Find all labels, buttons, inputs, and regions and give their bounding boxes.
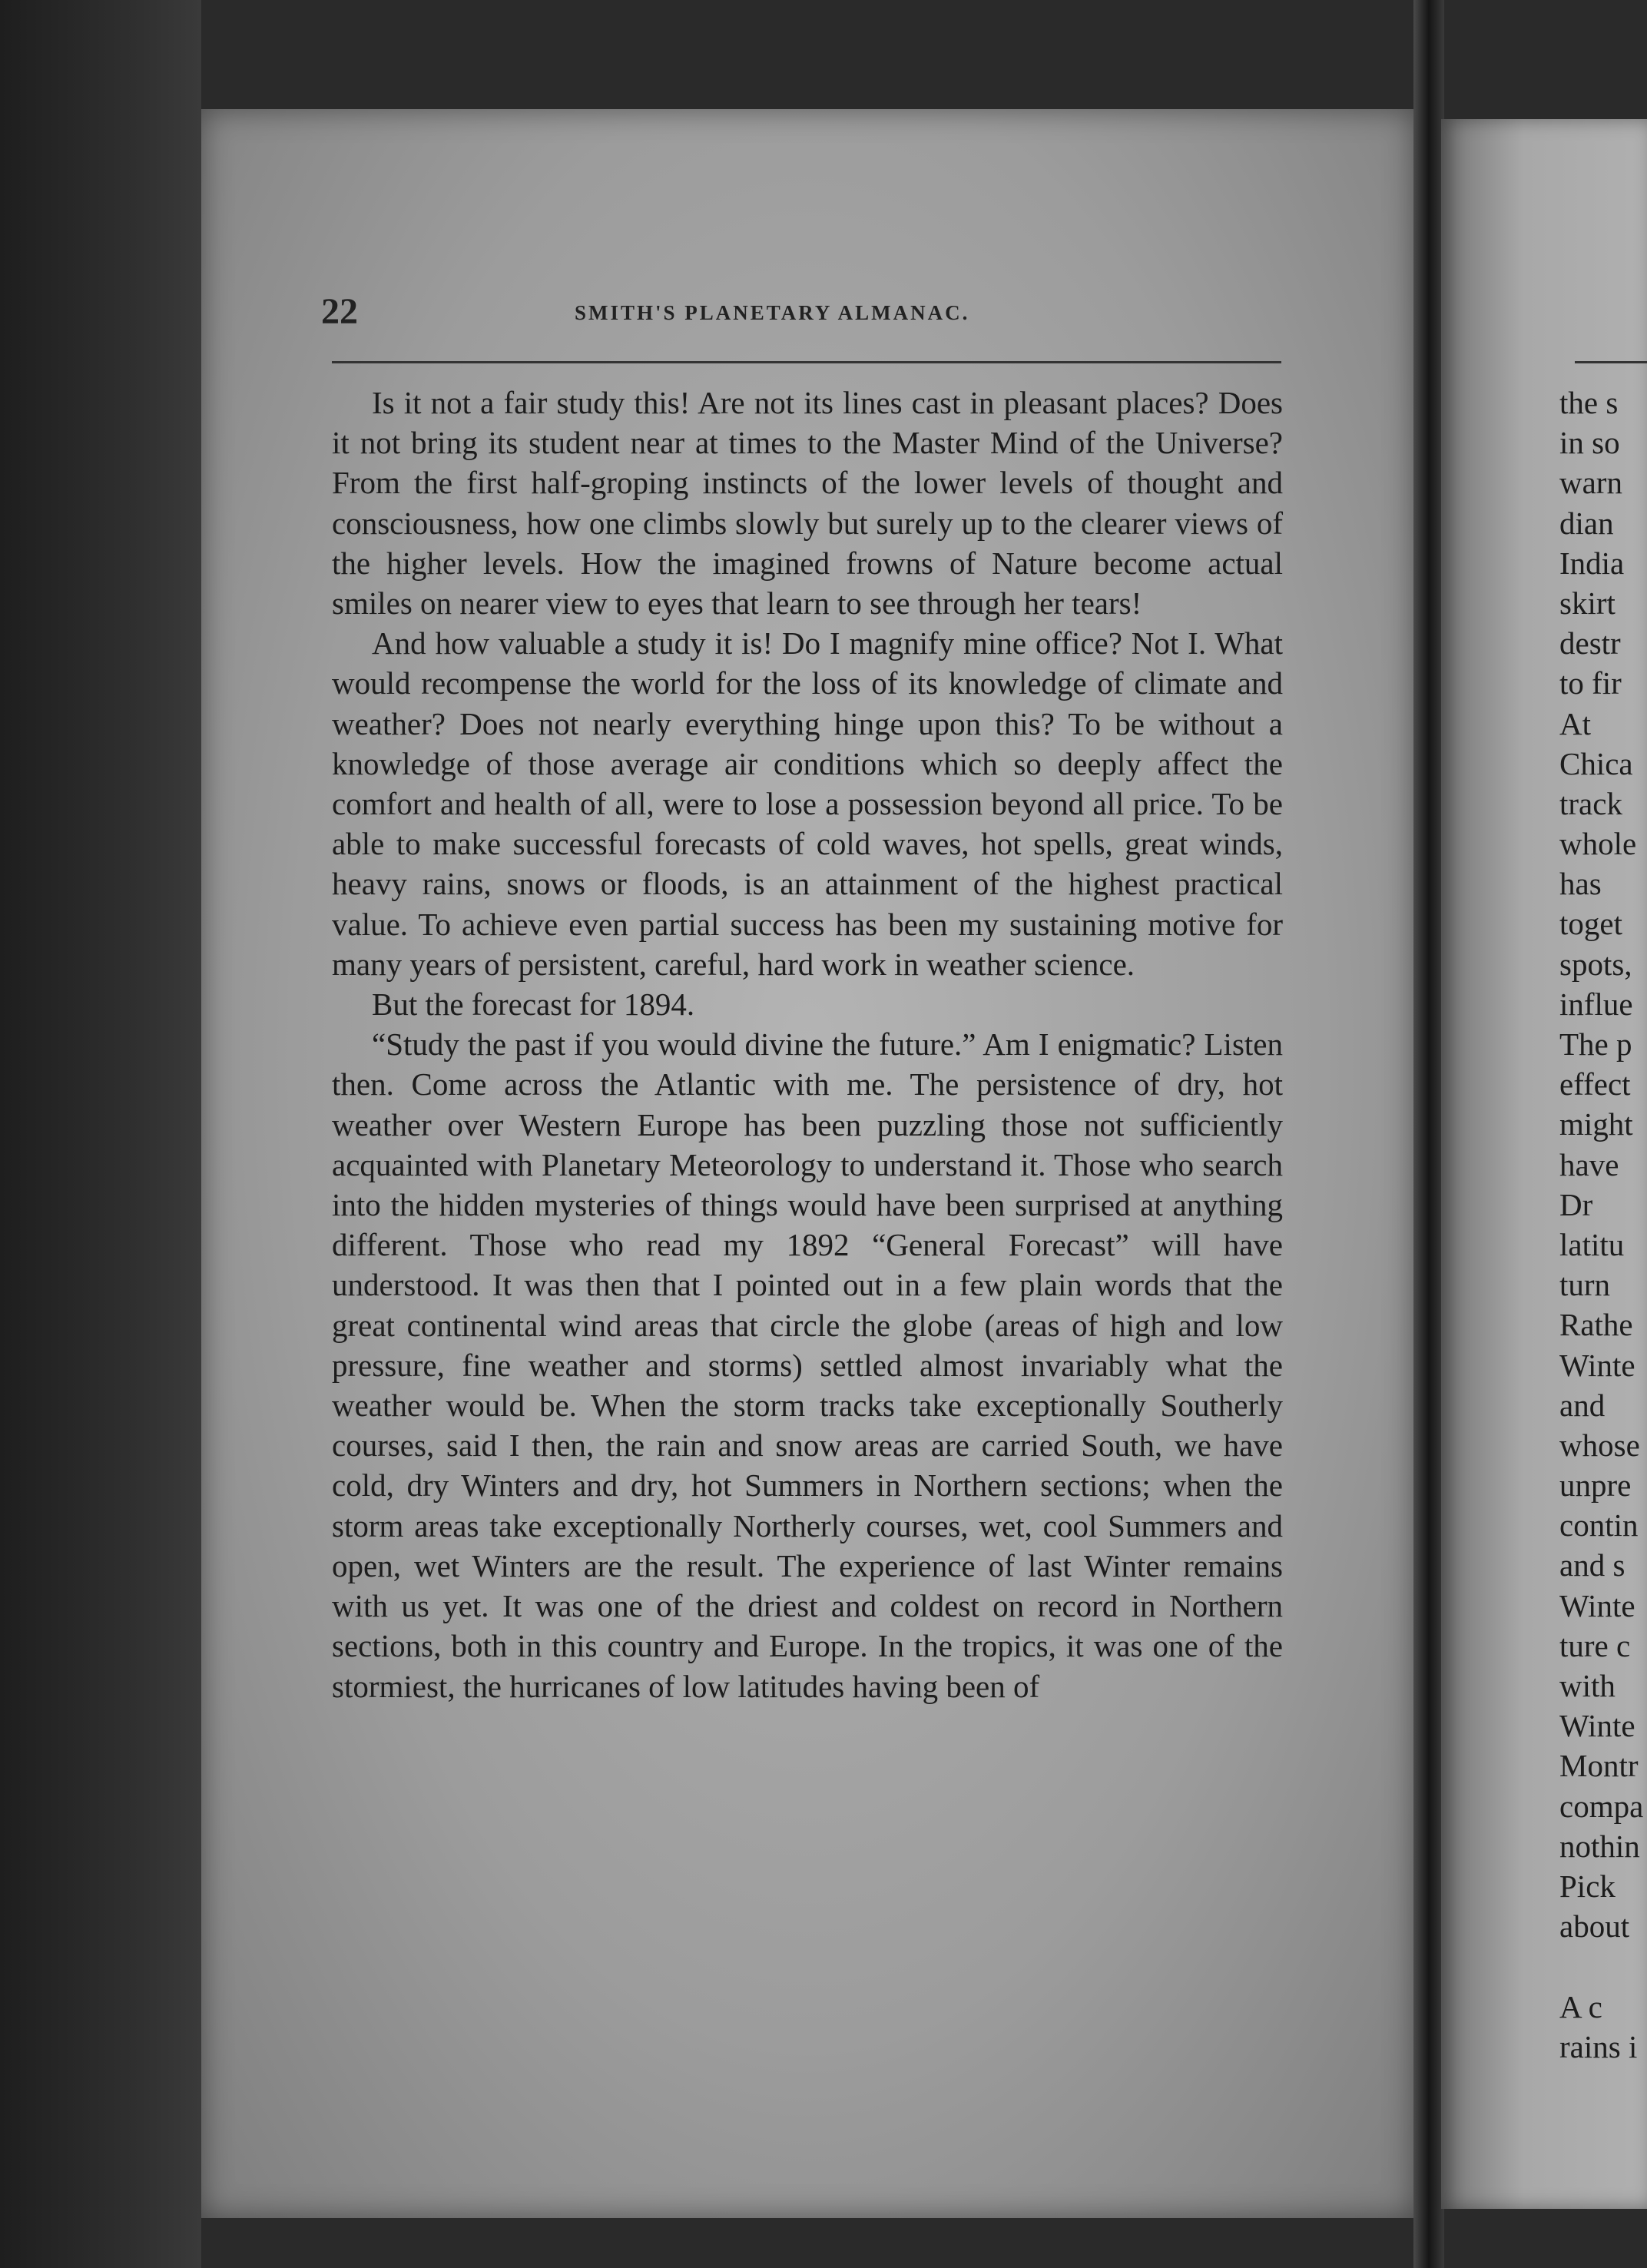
running-head	[321, 290, 1289, 344]
right-page-line: nothin	[1559, 1828, 1640, 1864]
right-page-line: The p	[1559, 1026, 1632, 1062]
right-page-line: rains i	[1559, 2028, 1638, 2064]
right-page-line: have	[1559, 1146, 1619, 1182]
right-page-line: and	[1559, 1387, 1606, 1423]
right-page-line: At	[1559, 705, 1591, 741]
right-page-line: about	[1559, 1908, 1630, 1945]
right-page-line: latitu	[1559, 1226, 1625, 1262]
right-page-line: the s	[1559, 385, 1619, 420]
right-page-line: A c	[1559, 1988, 1602, 2024]
header-rule	[332, 361, 1281, 363]
paragraph-3: But the forecast for 1894.	[372, 986, 695, 1023]
right-page-line: destr	[1559, 625, 1621, 662]
paragraph-2: And how valuable a study it is! Do I magnify mine office? Not I. What would recompense the world for the loss of its knowledge of climate and weather? Does not nearly everything hinge upon this? To be without a knowledge of those average air conditions which so deeply affect the comfort and health of all, were to lose a possession beyond all price. To be able to make successful forecasts of cold waves, hot spells, great winds, heavy rains, snows or floods, is an attainment of the highest practical value. To achieve even partial success has been my sustaining motive for many years of persistent, careful, hard work in weather science.	[332, 625, 1283, 982]
right-page-line: turn	[1559, 1267, 1611, 1303]
right-page-line: influe	[1559, 986, 1633, 1022]
right-page-line: effect	[1559, 1066, 1631, 1102]
right-page-line: to fir	[1559, 665, 1622, 701]
right-page-line: spots,	[1559, 946, 1632, 982]
right-page-line: Pick	[1559, 1868, 1616, 1904]
right-page-line: whole	[1559, 826, 1637, 862]
running-title: SMITH'S PLANETARY ALMANAC.	[575, 301, 970, 324]
right-page-line: compa	[1559, 1788, 1644, 1824]
right-page-line: dian	[1559, 505, 1614, 541]
right-page-rule	[1575, 361, 1647, 363]
right-page-line: warn	[1559, 465, 1622, 501]
right-page-line: has	[1559, 866, 1602, 902]
right-page-line: skirt	[1559, 585, 1616, 621]
right-page-line: and s	[1559, 1547, 1625, 1583]
body-text	[332, 383, 1283, 1706]
right-page-line: with	[1559, 1668, 1616, 1703]
paragraph-4: “Study the past if you would divine the future.” Am I enigmatic? Listen then. Come across the Atlantic with me. The persistence of dry, hot weather over Western Europe has been puzzling those not sufficiently acquainted with Planetary Meteorology to understand it. Those who search into the hidden mysteries of things would have been surprised at anything different. Those who read my 1892 “General Forecast” will have understood. It was then that I pointed out in a few plain words that the great continental wind areas that circle the globe (areas of high and low pressure, fine weather and storms) settled almost invariably what the weather would be. When the storm tracks take exceptionally Southerly courses, said I then, the rain and snow areas are carried South, we have cold, dry Winters and dry, hot Summers in Northern sections; when the storm areas take exceptionally Northerly courses, wet, cool Summers and open, wet Winters are the result. The experience of last Winter remains with us yet. It was one of the driest and coldest on record in Northern sections, both in this country and Europe. In the tropics, it was one of the stormiest, the hurricanes of low latitudes having been of	[332, 1026, 1283, 1704]
right-page-line: might	[1559, 1106, 1633, 1142]
right-page-line: track	[1559, 785, 1622, 821]
right-page-line: Dr	[1559, 1186, 1593, 1222]
right-page-line: ture c	[1559, 1627, 1631, 1663]
scan-background-left	[0, 0, 201, 2268]
book-gutter	[1413, 0, 1444, 2268]
right-page-line: India	[1559, 545, 1625, 581]
page-number: 22	[321, 291, 358, 332]
right-page-line: toget	[1559, 906, 1622, 942]
right-page-line: Montr	[1559, 1748, 1639, 1784]
right-page-line: Winte	[1559, 1587, 1635, 1623]
right-page-line: Rathe	[1559, 1307, 1633, 1343]
right-page-line: unpre	[1559, 1467, 1632, 1504]
right-page-line: Winte	[1559, 1347, 1635, 1383]
right-page-line	[1559, 1946, 1647, 1986]
right-page-line: in so	[1559, 425, 1620, 461]
paragraph-1: Is it not a fair study this! Are not its lines cast in pleasant places? Does it not bring its student near at times to the Master Mind of the Universe? From the first half-groping instincts of the lower levels of thought and consciousness, how one climbs slowly but surely up to the clearer views of the higher levels. How the imagined frowns of Nature become actual smiles on nearer view to eyes that learn to see through her tears!	[332, 385, 1283, 622]
right-page-text-fragments	[1559, 383, 1647, 2067]
right-page-line: Chica	[1559, 745, 1633, 781]
right-page-line: whose	[1559, 1427, 1640, 1463]
right-page-line: Winte	[1559, 1708, 1635, 1744]
right-page-line: contin	[1559, 1507, 1639, 1544]
